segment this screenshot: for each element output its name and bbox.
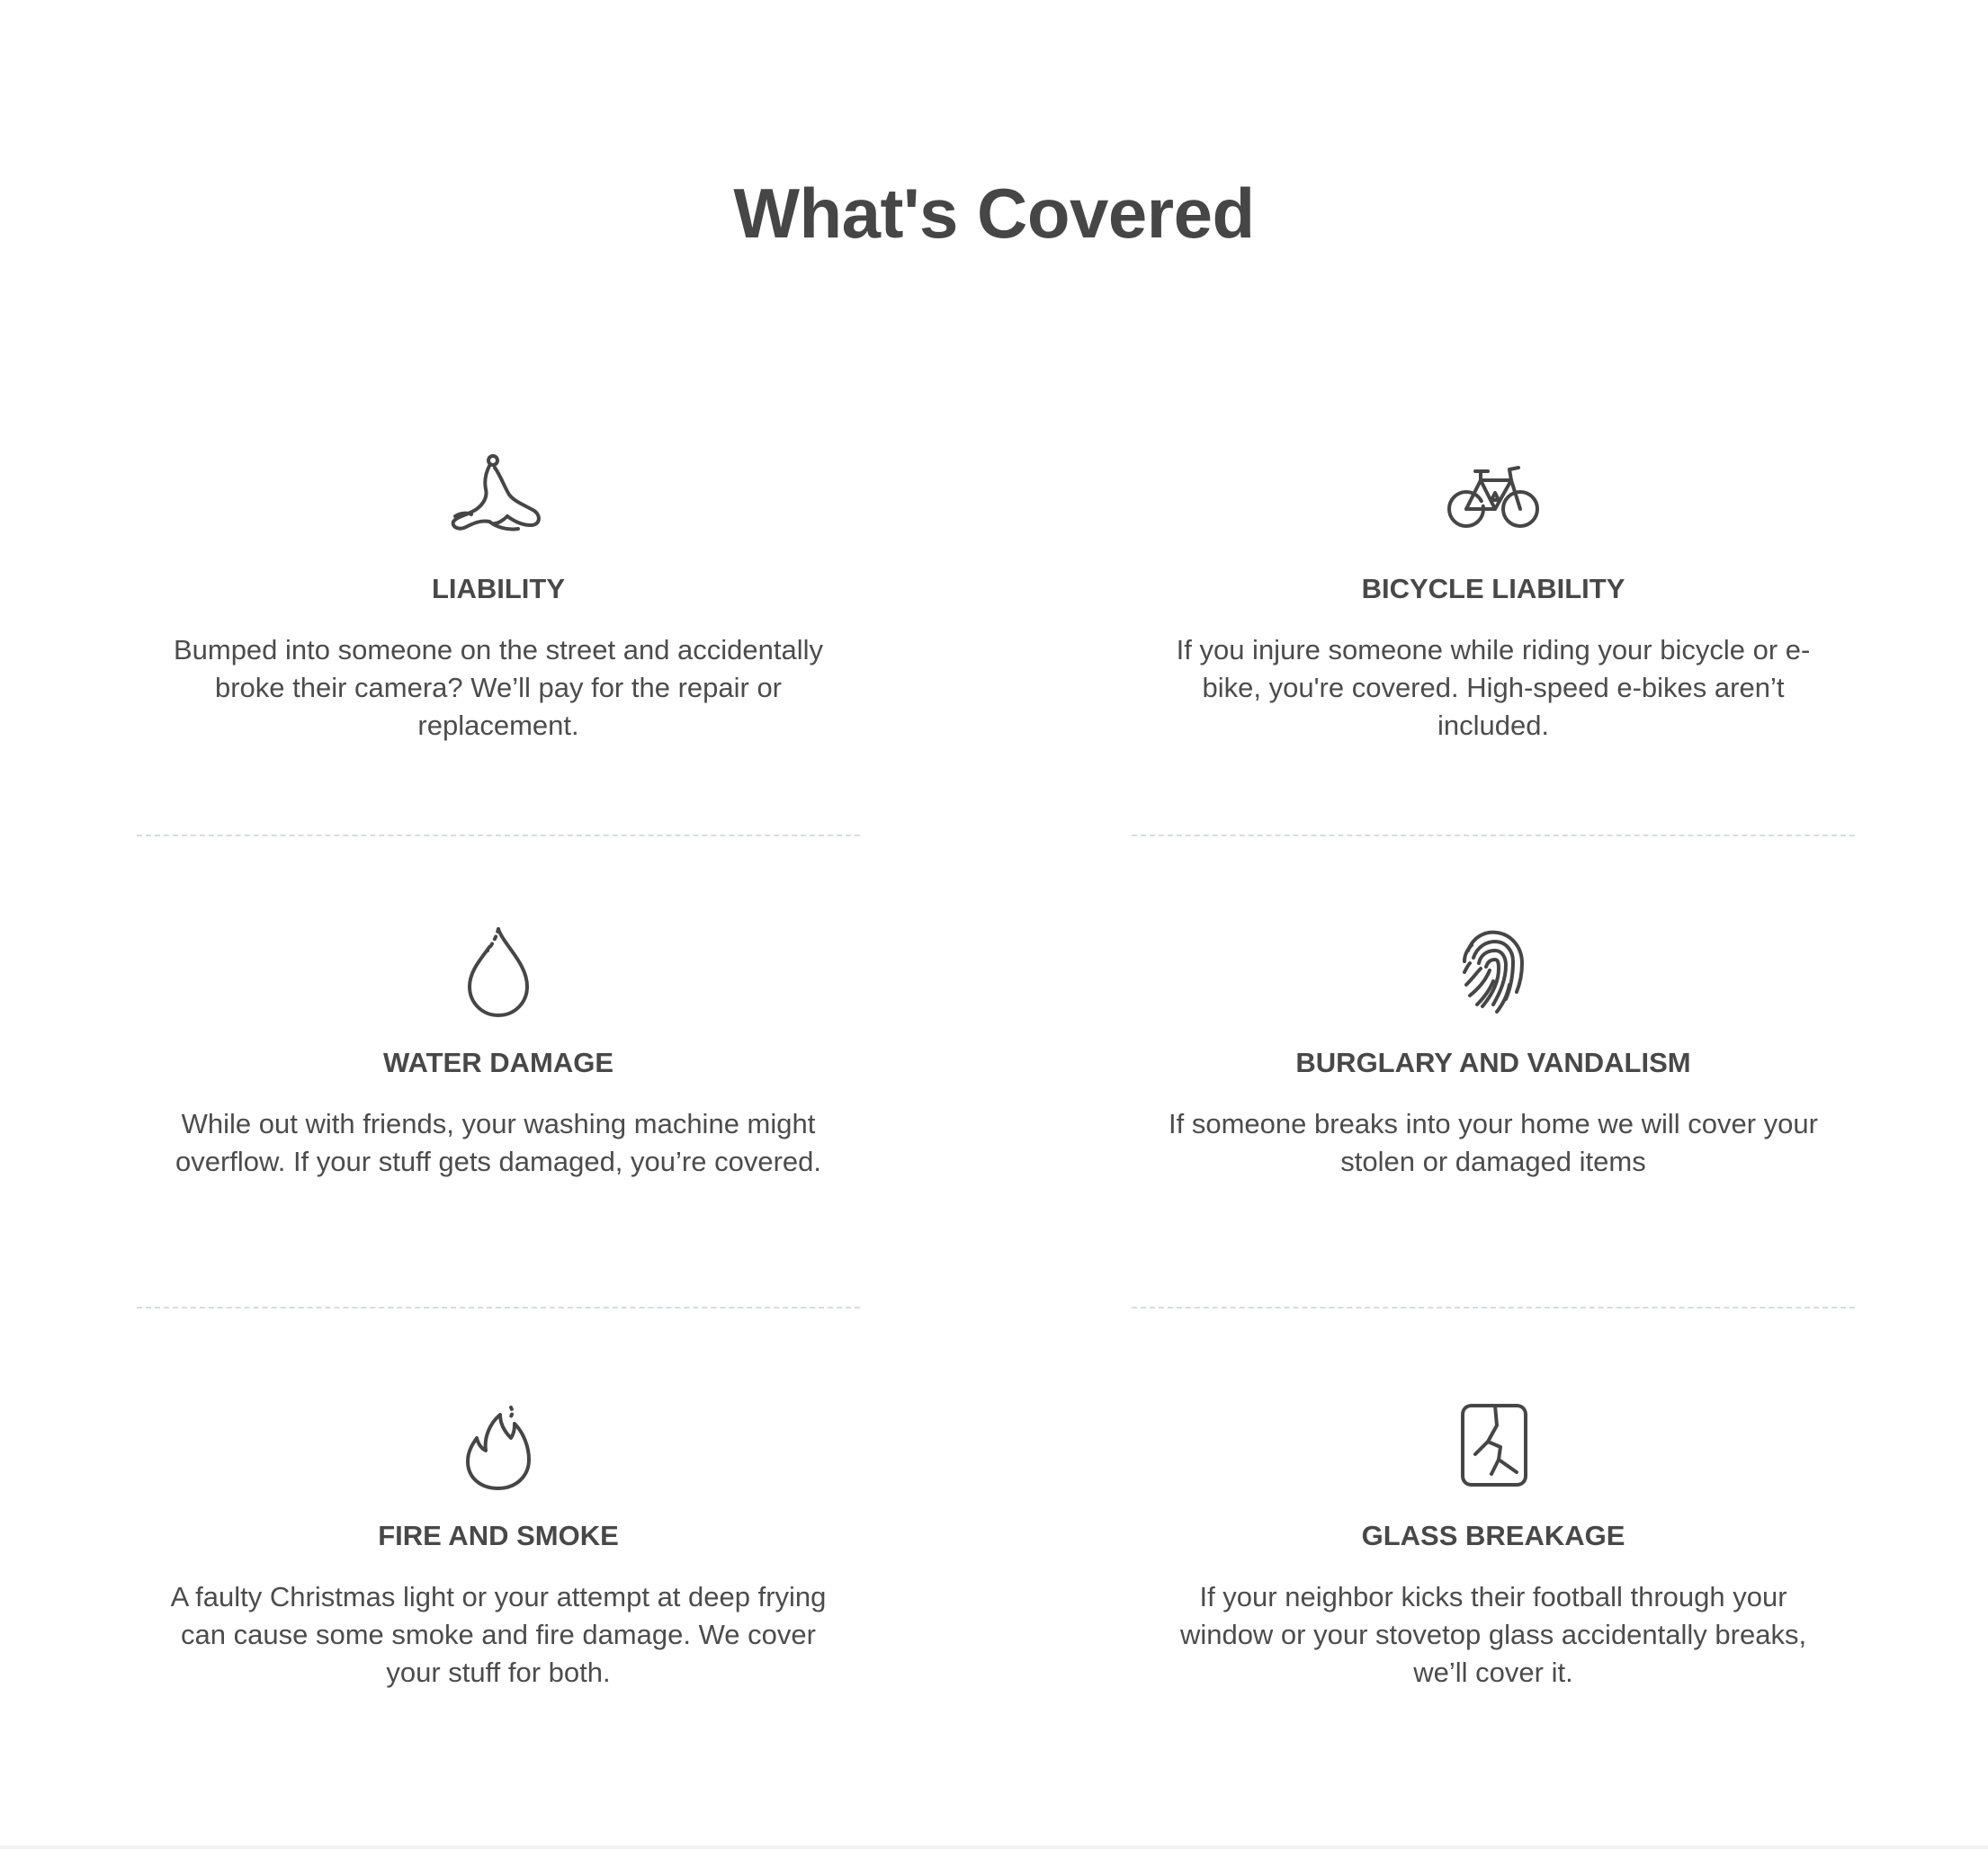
section-bottom-edge: [0, 1845, 1988, 1849]
coverage-title: FIRE AND SMOKE: [378, 1520, 619, 1551]
page-title: What's Covered: [733, 174, 1255, 253]
coverage-title: BICYCLE LIABILITY: [1361, 573, 1625, 604]
water-drop-icon: [444, 915, 552, 1023]
coverage-description: If you injure someone while riding your bicycle or e-bike, you're covered. High-speed e-bikes aren’t included.: [1176, 634, 1811, 741]
slip-fall-icon: [444, 441, 552, 549]
coverage-description: If your neighbor kicks their football through your window or your stovetop glass accidentally breaks, we’ll cover it.: [1179, 1581, 1807, 1688]
coverage-title: LIABILITY: [431, 573, 566, 604]
coverage-description: While out with friends, your washing machine might overflow. If your stuff gets damaged, you’re covered.: [175, 1108, 821, 1177]
bicycle-icon: [1439, 441, 1547, 549]
coverage-description: Bumped into someone on the street and accidentally broke their camera? We’ll pay for the repair or replacement.: [173, 634, 824, 741]
coverage-title: BURGLARY AND VANDALISM: [1295, 1047, 1691, 1078]
divider: [137, 835, 860, 836]
divider: [137, 1307, 860, 1309]
divider: [1132, 1307, 1855, 1309]
broken-glass-icon: [1439, 1388, 1547, 1496]
fire-icon: [444, 1388, 552, 1496]
coverage-description: If someone breaks into your home we will cover your stolen or damaged items: [1169, 1108, 1818, 1177]
coverage-title: WATER DAMAGE: [382, 1047, 614, 1078]
coverage-description: A faulty Christmas light or your attempt at deep frying can cause some smoke and fire damage. We cover your stuff for both.: [170, 1581, 827, 1688]
fingerprint-icon: [1439, 915, 1547, 1023]
divider: [1132, 835, 1855, 836]
coverage-title: GLASS BREAKAGE: [1361, 1520, 1625, 1551]
